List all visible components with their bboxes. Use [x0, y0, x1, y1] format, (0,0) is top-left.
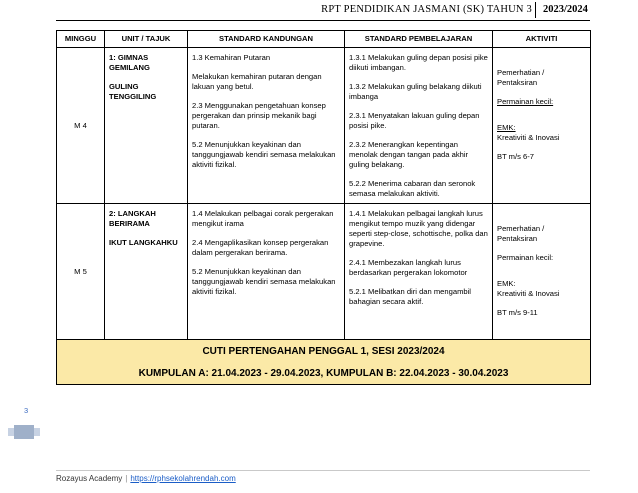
header-year: 2023/2024 — [543, 4, 588, 15]
unit-topic: IKUT LANGKAHKU — [109, 238, 178, 247]
sp-item: 1.4.1 Melakukan pelbagai langkah lurus mengikut tempo muzik yang didengar seperti step-close, schottische, polka dan grapevine. — [349, 209, 488, 248]
holiday-row — [57, 340, 591, 385]
page-thumbnail-icon — [14, 425, 34, 439]
aktiviti-assessment: Pemerhatian / Pentaksiran — [497, 224, 545, 243]
footer — [56, 474, 236, 483]
col-header-minggu: MINGGU — [57, 31, 105, 48]
aktiviti-assessment: Pemerhatian / Pentaksiran — [497, 68, 545, 87]
header-title: RPT PENDIDIKAN JASMANI (SK) TAHUN 3 — [321, 4, 532, 15]
unit-cell — [105, 204, 188, 340]
standard-kandungan-cell — [188, 48, 345, 204]
document-header — [0, 0, 638, 22]
header-rule — [56, 20, 590, 21]
aktiviti-game: Permainan kecil: — [497, 253, 554, 262]
unit-title: 1: GIMNAS GEMILANG — [109, 53, 150, 72]
holiday-cell — [57, 340, 591, 385]
sp-item: 5.2.2 Menerima cabaran dan seronok semasa melakukan aktiviti. — [349, 179, 476, 198]
minggu-cell: M 5 — [57, 204, 105, 340]
sk-item: 1.3 Kemahiran Putaran — [192, 53, 271, 62]
footer-link[interactable]: https://rphsekolahrendah.com — [130, 474, 236, 483]
sk-item: 2.3 Menggunakan pengetahuan konsep pergerakan dan prinsip mekanik bagi putaran. — [192, 101, 326, 130]
aktiviti-textbook: BT m/s 9-11 — [497, 308, 538, 317]
standard-pembelajaran-cell — [345, 204, 493, 340]
table-header-row — [57, 31, 591, 48]
aktiviti-cell — [493, 204, 591, 340]
col-header-unit: UNIT / TAJUK — [105, 31, 188, 48]
header-separator — [535, 2, 536, 18]
aktiviti-game: Permainan kecil: — [497, 97, 554, 106]
rpt-table — [56, 30, 591, 385]
aktiviti-emk-label: EMK: — [497, 279, 516, 288]
aktiviti-emk-label: EMK: — [497, 123, 516, 132]
aktiviti-emk-value: Kreativiti & Inovasi — [497, 289, 560, 298]
col-header-standard-kandungan: STANDARD KANDUNGAN — [188, 31, 345, 48]
col-header-aktiviti: AKTIVITI — [493, 31, 591, 48]
sk-item: 2.4 Mengaplikasikan konsep pergerakan dalam pergerakan berirama. — [192, 238, 329, 257]
sp-item: 2.3.2 Menerangkan kepentingan menolak dengan tangan pada akhir guling belakang. — [349, 140, 469, 169]
holiday-dates: KUMPULAN A: 21.04.2023 - 29.04.2023, KUMPULAN B: 22.04.2023 - 30.04.2023 — [138, 367, 509, 379]
table-row — [57, 48, 591, 204]
sk-item: 1.4 Melakukan pelbagai corak pergerakan mengikut irama — [192, 209, 334, 228]
footer-rule — [56, 470, 590, 471]
sp-item: 2.3.1 Menyatakan lakuan guling depan posisi pike. — [349, 111, 480, 130]
sk-item: Melakukan kemahiran putaran dengan lakuan yang betul. — [192, 72, 322, 91]
sp-item: 1.3.1 Melakukan guling depan posisi pike diikuti imbangan. — [349, 53, 488, 72]
minggu-cell: M 4 — [57, 48, 105, 204]
footer-brand: Rozayus Academy — [56, 474, 123, 483]
sk-item: 5.2 Menunjukkan keyakinan dan tanggungjawab kendiri semasa melakukan aktiviti fizikal. — [192, 267, 336, 296]
holiday-title: CUTI PERTENGAHAN PENGGAL 1, SESI 2023/2024 — [202, 345, 445, 357]
table-row — [57, 204, 591, 340]
unit-title: 2: LANGKAH BERIRAMA — [109, 209, 156, 228]
standard-pembelajaran-cell — [345, 48, 493, 204]
unit-topic: GULING TENGGILING — [109, 82, 157, 101]
aktiviti-cell — [493, 48, 591, 204]
sp-item: 5.2.1 Melibatkan diri dan mengambil bahagian secara aktif. — [349, 287, 471, 306]
aktiviti-emk-value: Kreativiti & Inovasi — [497, 133, 560, 142]
sp-item: 1.3.2 Melakukan guling belakang diikuti imbanga — [349, 82, 482, 101]
unit-cell — [105, 48, 188, 204]
sk-item: 5.2 Menunjukkan keyakinan dan tanggungjawab kendiri semasa melakukan aktiviti fizikal. — [192, 140, 336, 169]
aktiviti-textbook: BT m/s 6-7 — [497, 152, 534, 161]
col-header-standard-pembelajaran: STANDARD PEMBELAJARAN — [345, 31, 493, 48]
standard-kandungan-cell — [188, 204, 345, 340]
page-number: 3 — [24, 406, 29, 415]
footer-separator: | — [125, 474, 128, 483]
sp-item: 2.4.1 Membezakan langkah lurus berdasarkan pergerakan lokomotor — [349, 258, 468, 277]
